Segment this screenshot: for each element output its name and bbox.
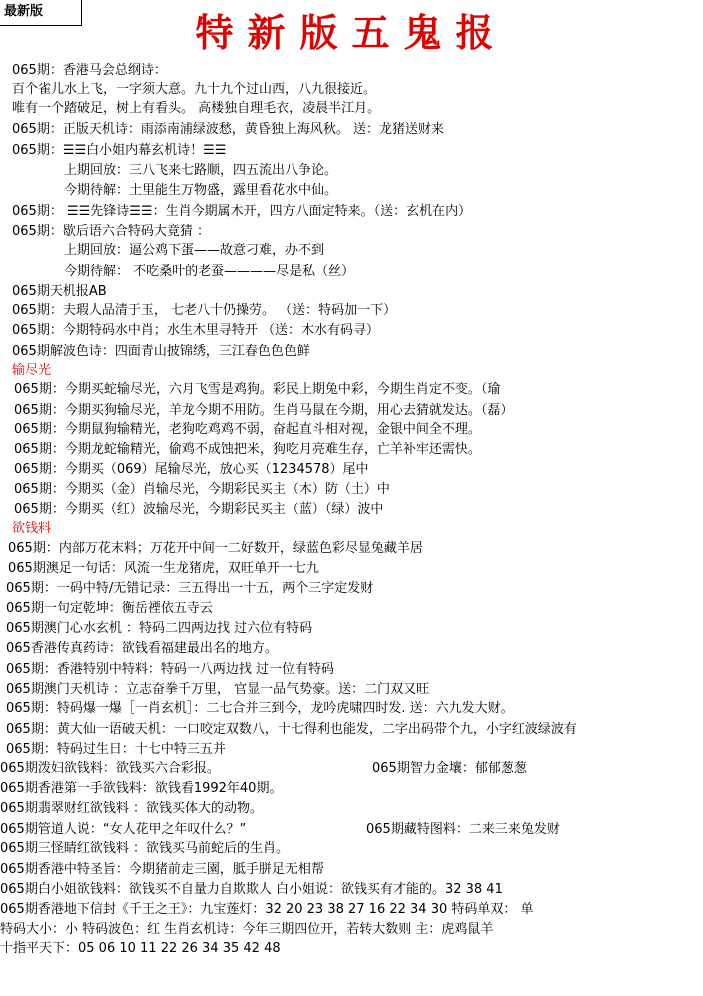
- text-line: 065期藏特图料：二来三来兔发财: [366, 822, 560, 837]
- text-line: 065期天机报AB: [12, 284, 107, 299]
- text-line: 065期翡翠财红欲钱料 ：欲钱买体大的动物。: [0, 801, 263, 816]
- section-heading: 欲钱料: [12, 521, 52, 536]
- text-line: 065期：黄大仙一语破天机：一口咬定双数八，十七得利也能发，二字出码带个九，小字红波绿波有: [6, 722, 577, 737]
- text-line: 今期待解：土里能生万物盛，露里看花水中仙。: [64, 183, 338, 198]
- text-line: 065期：香港特别中特料：特码一八两边找 过一位有特码: [6, 662, 334, 677]
- text-line: 065期管道人说：“女人花甲之年叹什么？”: [0, 822, 247, 837]
- text-line: 065期白小姐欲钱料：欲钱买不自量力自欺欺人 白小姐说：欲钱买有才能的。32 38 41: [0, 882, 503, 897]
- edition-badge: 最新版: [0, 0, 82, 26]
- text-line: 065期：特码过生日：十七中特三五并: [6, 742, 226, 757]
- text-line: 065期：内部万花末料；万花开中间一二好数开，绿蓝色彩尽显兔藏羊居: [8, 541, 423, 556]
- text-line: 今期待解： 不吃桑叶的老蚕————尽是私（丝）: [64, 264, 355, 279]
- text-line: 065期泼妇欲钱料：欲钱买六合彩报。: [0, 761, 220, 776]
- text-line: 上期回放：逼公鸡下蛋——故意刁难，办不到: [64, 243, 325, 258]
- text-line: 上期回放：三八飞来七路顺，四五流出八争论。: [64, 163, 338, 178]
- text-line: 065期：正版天机诗：雨添南浦绿波愁，黄昏独上海风秋。 送：龙猪送财来: [12, 122, 444, 137]
- text-line: 065期：夫瑕人品清于玉， 七老八十仍操劳。 （送：特码加一下）: [12, 303, 397, 318]
- text-line: 065期：今期买狗输尽光，羊龙今期不用防。生肖马鼠在今期，用心去猜就发达。（磊）: [14, 403, 514, 418]
- text-line: 065期澳足一句话：风流一生龙猪虎，双旺单开一七九: [8, 561, 319, 576]
- text-line: 十指平天下：05 06 10 11 22 26 34 35 42 48: [0, 941, 281, 956]
- text-line: 065期智力金壤：郁郁葱葱: [372, 761, 527, 776]
- page-title: 特新版五鬼报: [195, 10, 508, 55]
- text-line: 065期：今期龙蛇输精光，偷鸡不成蚀把米，狗吃月亮难生存，亡羊补牢还需快。: [14, 442, 481, 457]
- text-line: 唯有一个踏破足，树上有看头。 高楼独自理毛衣，凌晨半江月。: [12, 101, 381, 116]
- text-line: 065期：今期鼠狗输精光，老狗吃鸡鸡不弱，奋起直斗相对视，金银中间全不理。: [14, 422, 481, 437]
- text-line: 065期：香港马会总纲诗：: [12, 63, 167, 78]
- text-line: 065期：今期买蛇输尽光，六月飞雪是鸡狗。彩民上期兔中彩，今期生肖定不变。（瑜: [14, 382, 501, 397]
- text-line: 065期：今期买（金）肖输尽光，今期彩民买主（木）防（土）中: [14, 482, 390, 497]
- section-heading: 输尽光: [12, 363, 52, 378]
- text-line: 065期香港中特圣旨：今期猪前走三園，胝手胼足无相帮: [0, 862, 324, 877]
- text-line: 065期：今期买（069）尾输尽光，放心买（1234578）尾中: [14, 462, 369, 477]
- text-line: 065期：一码中特/无错记录：三五得出一十五，两个三字定发财: [6, 581, 374, 596]
- text-line: 特码大小：小 特码波色：红 生肖玄机诗：今年三期四位开，若转大数则 主：虎鸡鼠羊: [0, 922, 494, 937]
- text-line: 065期一句定乾坤：衡岳禋依五寺云: [6, 601, 213, 616]
- text-line: 065期解波色诗：四面青山披锦绣，三江春色色色鲜: [12, 344, 310, 359]
- text-line: 065期香港第一手欲钱料：欲钱看1992年40期。: [0, 781, 283, 796]
- text-line: 065期澳门天机诗 ：立志奋拳千万里， 官显一品气势豪。送：二门双又旺: [6, 682, 430, 697]
- text-line: 065期三怪睛红欲钱料 ：欲钱买马前蛇后的生肖。: [0, 841, 289, 856]
- text-line: 065期澳门心水玄机 ：特码二四两边找 过六位有特码: [6, 621, 313, 636]
- text-line: 065期： ☰☰先锋诗☰☰：生肖今期属木开，四方八面定特来。（送：玄机在内）: [12, 204, 472, 219]
- text-line: 065期香港地下信封《千王之王》：九宝莲灯：32 20 23 38 27 16 22 34 30 特码单双： 单: [0, 902, 534, 917]
- text-line: 065期：今期特码水中肖；水生木里寻特开 （送：木水有码寻）: [12, 323, 379, 338]
- text-line: 065期：今期买（红）波输尽光，今期彩民买主（蓝）（绿）波中: [14, 502, 384, 517]
- text-line: 065期：特码爆一爆［一肖玄机］：二七合并三到今，龙吟虎啸四时发. 送：六九发大财。: [6, 701, 514, 716]
- text-line: 065香港传真药诗：欲钱看福建最出名的地方。: [6, 641, 278, 656]
- text-line: 百个雀儿水上飞，一字须大意。九十九个过山西，八九很接近。: [12, 82, 377, 97]
- text-line: 065期：☰☰白小姐内幕玄机诗！☰☰: [12, 143, 227, 158]
- text-line: 065期：歇后语六合特码大竟猜 ：: [12, 224, 210, 239]
